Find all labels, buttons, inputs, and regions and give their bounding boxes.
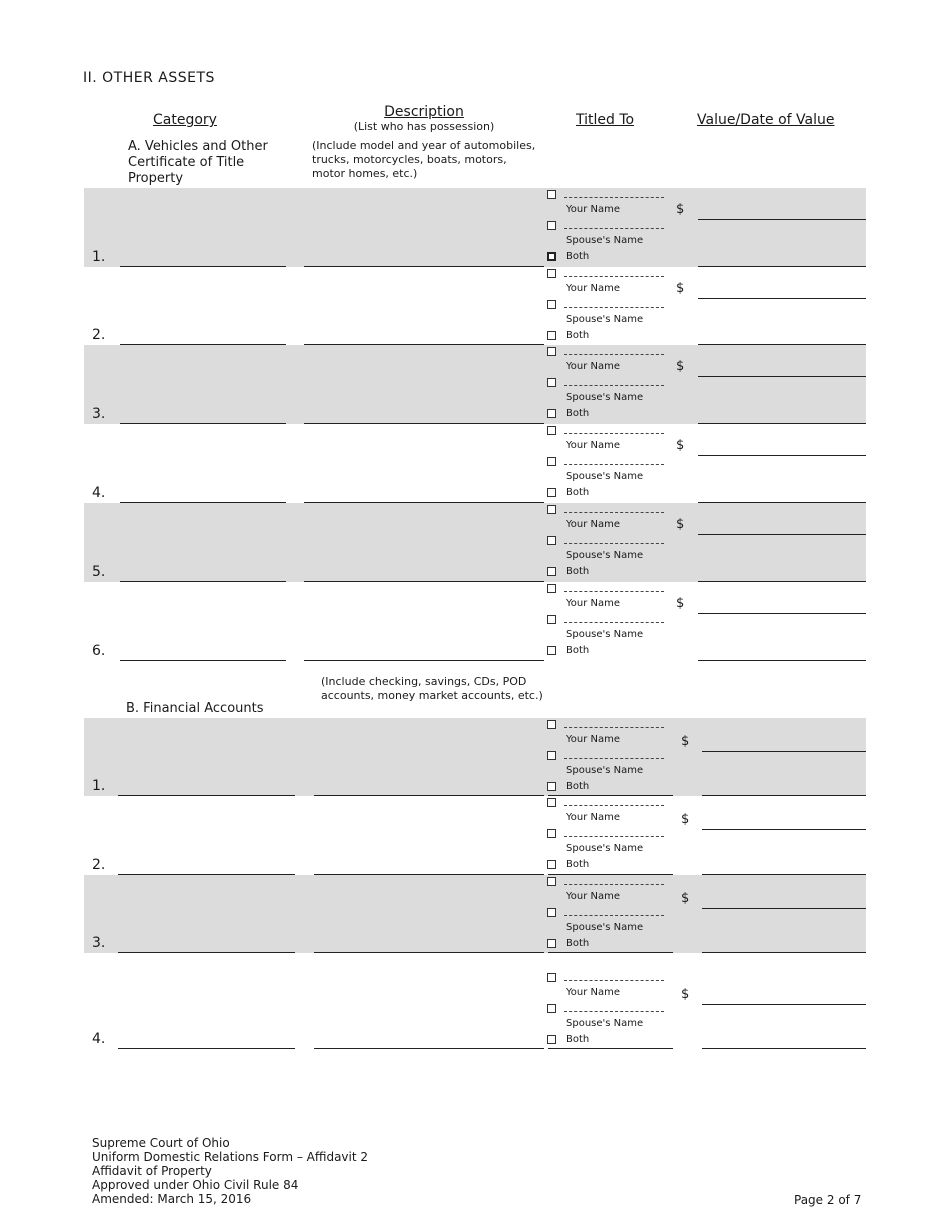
titled-line[interactable] xyxy=(548,795,673,796)
dollar-sign: $ xyxy=(676,438,685,453)
your-name-blank[interactable] xyxy=(564,276,664,277)
your-name-label: Your Name xyxy=(566,283,621,294)
your-name-label: Your Name xyxy=(566,204,621,215)
dollar-sign: $ xyxy=(676,359,685,374)
your-name-blank[interactable] xyxy=(564,727,664,728)
spouse-name-blank[interactable] xyxy=(564,836,664,837)
row-number: 3. xyxy=(92,935,106,951)
both-checkbox[interactable] xyxy=(547,646,556,655)
description-line[interactable] xyxy=(314,952,544,953)
your-name-label: Your Name xyxy=(566,440,621,451)
both-checkbox[interactable] xyxy=(547,860,556,869)
value-date-line[interactable] xyxy=(698,266,866,267)
spouse-name-blank[interactable] xyxy=(564,543,664,544)
spouse-name-label: Spouse's Name xyxy=(566,843,644,854)
value-line[interactable] xyxy=(702,1004,866,1005)
your-name-checkbox[interactable] xyxy=(547,505,556,514)
spouse-name-checkbox[interactable] xyxy=(547,751,556,760)
spouse-name-label: Spouse's Name xyxy=(566,550,644,561)
your-name-blank[interactable] xyxy=(564,512,664,513)
description-subheader: (List who has possession) xyxy=(353,120,495,133)
your-name-label: Your Name xyxy=(566,734,621,745)
spouse-name-checkbox[interactable] xyxy=(547,908,556,917)
description-line[interactable] xyxy=(304,266,544,267)
spouse-name-checkbox[interactable] xyxy=(547,378,556,387)
category-line[interactable] xyxy=(120,660,286,661)
footer-form-title: Affidavit of Property xyxy=(92,1164,212,1178)
value-line[interactable] xyxy=(702,751,866,752)
value-header: Value/Date of Value xyxy=(697,112,835,128)
spouse-name-label: Spouse's Name xyxy=(566,629,644,640)
spouse-name-label: Spouse's Name xyxy=(566,235,644,246)
financial-category-label: B. Financial Accounts xyxy=(126,701,264,716)
value-line[interactable] xyxy=(698,298,866,299)
dollar-sign: $ xyxy=(676,596,685,611)
both-checkbox[interactable] xyxy=(547,488,556,497)
footer-amended: Amended: March 15, 2016 xyxy=(92,1192,252,1206)
spouse-name-checkbox[interactable] xyxy=(547,457,556,466)
spouse-name-checkbox[interactable] xyxy=(547,300,556,309)
both-label: Both xyxy=(566,566,590,577)
spouse-name-label: Spouse's Name xyxy=(566,314,644,325)
value-line[interactable] xyxy=(698,613,866,614)
both-label: Both xyxy=(566,645,590,656)
your-name-checkbox[interactable] xyxy=(547,190,556,199)
both-checkbox[interactable] xyxy=(547,782,556,791)
row-shading xyxy=(84,503,866,582)
financial-note: (Include checking, savings, CDs, POD accounts, money market accounts, etc.) xyxy=(321,675,543,702)
value-date-line[interactable] xyxy=(698,660,866,661)
category-line[interactable] xyxy=(118,1048,295,1049)
your-name-label: Your Name xyxy=(566,361,621,372)
dollar-sign: $ xyxy=(681,987,690,1002)
your-name-checkbox[interactable] xyxy=(547,798,556,807)
row-shading xyxy=(84,188,866,267)
dollar-sign: $ xyxy=(681,734,690,749)
value-date-line[interactable] xyxy=(702,1048,866,1049)
category-line[interactable] xyxy=(118,795,295,796)
spouse-name-label: Spouse's Name xyxy=(566,1018,644,1029)
description-line[interactable] xyxy=(304,581,544,582)
value-line[interactable] xyxy=(698,534,866,535)
row-number: 6. xyxy=(92,643,106,659)
spouse-name-label: Spouse's Name xyxy=(566,765,644,776)
vehicles-category-label: A. Vehicles and Other Certificate of Title Property xyxy=(128,139,268,186)
category-header: Category xyxy=(153,112,217,128)
titled-line[interactable] xyxy=(548,1048,673,1049)
dollar-sign: $ xyxy=(676,517,685,532)
both-label: Both xyxy=(566,408,590,419)
spouse-name-blank[interactable] xyxy=(564,1011,664,1012)
footer-court: Supreme Court of Ohio xyxy=(92,1136,230,1150)
value-line[interactable] xyxy=(702,908,866,909)
row-number: 1. xyxy=(92,249,106,265)
your-name-label: Your Name xyxy=(566,987,621,998)
your-name-checkbox[interactable] xyxy=(547,584,556,593)
value-date-line[interactable] xyxy=(698,581,866,582)
your-name-label: Your Name xyxy=(566,891,621,902)
row-number: 5. xyxy=(92,564,106,580)
value-line[interactable] xyxy=(702,829,866,830)
row-number: 3. xyxy=(92,406,106,422)
spouse-name-label: Spouse's Name xyxy=(566,922,644,933)
spouse-name-blank[interactable] xyxy=(564,464,664,465)
spouse-name-blank[interactable] xyxy=(564,915,664,916)
footer xyxy=(92,1136,368,1206)
value-date-line[interactable] xyxy=(702,795,866,796)
value-date-line[interactable] xyxy=(702,952,866,953)
your-name-blank[interactable] xyxy=(564,980,664,981)
footer-form-name: Uniform Domestic Relations Form – Affidavit 2 xyxy=(92,1150,369,1164)
description-header-block xyxy=(324,104,524,134)
your-name-blank[interactable] xyxy=(564,884,664,885)
spouse-name-blank[interactable] xyxy=(564,385,664,386)
dollar-sign: $ xyxy=(681,812,690,827)
your-name-blank[interactable] xyxy=(564,197,664,198)
both-checkbox[interactable] xyxy=(547,939,556,948)
both-label: Both xyxy=(566,1034,590,1045)
both-label: Both xyxy=(566,487,590,498)
your-name-checkbox[interactable] xyxy=(547,877,556,886)
dollar-sign: $ xyxy=(676,281,685,296)
both-label: Both xyxy=(566,330,590,341)
description-line[interactable] xyxy=(304,423,544,424)
spouse-name-checkbox[interactable] xyxy=(547,221,556,230)
value-date-line[interactable] xyxy=(698,423,866,424)
dollar-sign: $ xyxy=(681,891,690,906)
description-line[interactable] xyxy=(304,660,544,661)
spouse-name-checkbox[interactable] xyxy=(547,1004,556,1013)
category-line[interactable] xyxy=(120,423,286,424)
spouse-name-blank[interactable] xyxy=(564,307,664,308)
your-name-checkbox[interactable] xyxy=(547,973,556,982)
dollar-sign: $ xyxy=(676,202,685,217)
your-name-checkbox[interactable] xyxy=(547,347,556,356)
both-checkbox[interactable] xyxy=(547,331,556,340)
both-label: Both xyxy=(566,251,590,262)
both-label: Both xyxy=(566,781,590,792)
both-label: Both xyxy=(566,859,590,870)
titled-to-header: Titled To xyxy=(576,112,635,128)
spouse-name-blank[interactable] xyxy=(564,228,664,229)
both-label: Both xyxy=(566,938,590,949)
row-number: 2. xyxy=(92,857,106,873)
your-name-checkbox[interactable] xyxy=(547,720,556,729)
spouse-name-checkbox[interactable] xyxy=(547,829,556,838)
your-name-blank[interactable] xyxy=(564,591,664,592)
your-name-label: Your Name xyxy=(566,598,621,609)
footer-approval: Approved under Ohio Civil Rule 84 xyxy=(92,1178,299,1192)
vehicles-note: (Include model and year of automobiles, trucks, motorcycles, boats, motors, motor homes, etc.) xyxy=(312,139,536,180)
your-name-checkbox[interactable] xyxy=(547,269,556,278)
row-number: 2. xyxy=(92,327,106,343)
spouse-name-checkbox[interactable] xyxy=(547,615,556,624)
category-line[interactable] xyxy=(120,581,286,582)
category-line[interactable] xyxy=(120,266,286,267)
your-name-label: Your Name xyxy=(566,519,621,530)
spouse-name-blank[interactable] xyxy=(564,758,664,759)
row-number: 4. xyxy=(92,485,106,501)
row-shading xyxy=(84,718,866,796)
both-checkbox[interactable] xyxy=(547,567,556,576)
both-checkbox[interactable] xyxy=(547,252,556,261)
description-line[interactable] xyxy=(314,1048,544,1049)
description-line[interactable] xyxy=(314,795,544,796)
value-line[interactable] xyxy=(698,219,866,220)
both-checkbox[interactable] xyxy=(547,409,556,418)
row-shading xyxy=(84,875,866,953)
spouse-name-label: Spouse's Name xyxy=(566,392,644,403)
section-title: II. OTHER ASSETS xyxy=(83,70,215,86)
row-number: 4. xyxy=(92,1031,106,1047)
value-line[interactable] xyxy=(698,455,866,456)
row-number: 1. xyxy=(92,778,106,794)
your-name-checkbox[interactable] xyxy=(547,426,556,435)
spouse-name-blank[interactable] xyxy=(564,622,664,623)
titled-line[interactable] xyxy=(548,952,673,953)
your-name-blank[interactable] xyxy=(564,433,664,434)
description-header: Description xyxy=(384,104,464,120)
category-line[interactable] xyxy=(118,952,295,953)
page-number: Page 2 of 7 xyxy=(794,1193,862,1207)
row-shading xyxy=(84,345,866,424)
both-checkbox[interactable] xyxy=(547,1035,556,1044)
spouse-name-label: Spouse's Name xyxy=(566,471,644,482)
your-name-label: Your Name xyxy=(566,812,621,823)
value-line[interactable] xyxy=(698,376,866,377)
spouse-name-checkbox[interactable] xyxy=(547,536,556,545)
your-name-blank[interactable] xyxy=(564,805,664,806)
your-name-blank[interactable] xyxy=(564,354,664,355)
